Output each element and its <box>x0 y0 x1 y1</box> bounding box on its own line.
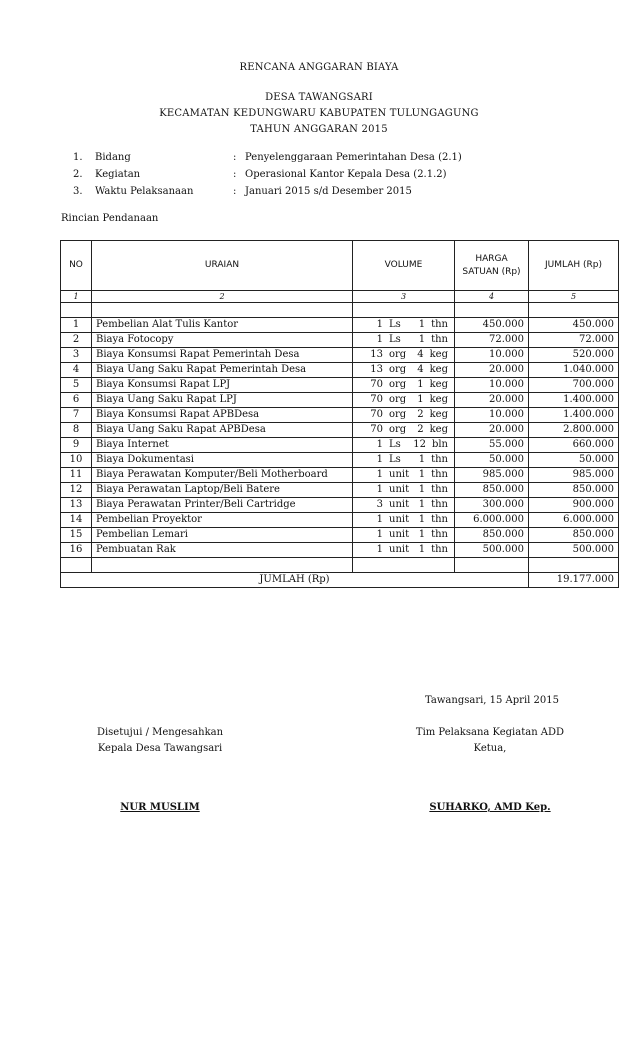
volume-duration: 1 <box>418 514 426 525</box>
volume-duration-unit: thn <box>431 319 448 330</box>
table-row <box>61 408 619 423</box>
info-value: Penyelenggaraan Pemerintahan Desa (2.1) <box>245 152 462 163</box>
volume-unit: unit <box>389 499 410 510</box>
header-no: NO <box>61 241 92 291</box>
row-volume <box>353 468 455 483</box>
table-row <box>61 528 619 543</box>
volume-unit: org <box>389 394 407 405</box>
volume-duration-unit: thn <box>431 544 448 555</box>
row-harga: 850.000 <box>455 528 529 543</box>
row-no: 2 <box>61 333 92 348</box>
volume-duration: 1 <box>417 394 424 405</box>
volume-duration-unit: thn <box>431 334 448 345</box>
row-no: 12 <box>61 483 92 498</box>
row-no: 16 <box>61 543 92 558</box>
volume-duration: 1 <box>418 334 426 345</box>
volume-qty: 1 <box>376 334 383 345</box>
row-jumlah: 900.000 <box>529 498 619 513</box>
row-uraian: Biaya Uang Saku Rapat Pemerintah Desa <box>92 363 353 378</box>
info-number: 3. <box>73 186 83 197</box>
row-jumlah: 72.000 <box>529 333 619 348</box>
blank-cell <box>61 558 92 573</box>
document-title: RENCANA ANGGARAN BIAYA <box>239 62 399 73</box>
column-index: 1 <box>61 291 92 303</box>
column-index: 5 <box>529 291 619 303</box>
row-jumlah: 500.000 <box>529 543 619 558</box>
header-volume: VOLUME <box>353 241 455 291</box>
info-separator: : <box>233 169 237 180</box>
row-volume <box>353 543 455 558</box>
row-jumlah: 1.400.000 <box>529 408 619 423</box>
row-harga: 20.000 <box>455 363 529 378</box>
row-no: 5 <box>61 378 92 393</box>
volume-qty: 1 <box>376 544 383 555</box>
chairman-name: SUHARKO, AMD Kep. <box>429 802 551 813</box>
row-no: 14 <box>61 513 92 528</box>
volume-qty: 13 <box>370 349 383 360</box>
volume-duration-unit: thn <box>431 499 448 510</box>
volume-unit: unit <box>389 544 410 555</box>
row-harga: 850.000 <box>455 483 529 498</box>
volume-qty: 1 <box>376 319 383 330</box>
column-index: 2 <box>92 291 353 303</box>
volume-duration: 4 <box>417 349 424 360</box>
row-jumlah: 1.400.000 <box>529 393 619 408</box>
volume-unit: org <box>389 379 407 390</box>
row-no: 9 <box>61 438 92 453</box>
row-no: 13 <box>61 498 92 513</box>
district-name: KECAMATAN KEDUNGWARU KABUPATEN TULUNGAGUNG <box>159 108 479 119</box>
column-index: 4 <box>455 291 529 303</box>
table-row <box>61 333 619 348</box>
volume-duration: 1 <box>418 499 426 510</box>
header-harga-line1: HARGA <box>475 253 508 264</box>
volume-unit: org <box>389 424 407 435</box>
row-uraian: Biaya Perawatan Printer/Beli Cartridge <box>92 498 353 513</box>
row-harga: 500.000 <box>455 543 529 558</box>
row-uraian: Pembelian Alat Tulis Kantor <box>92 318 353 333</box>
volume-qty: 70 <box>370 379 383 390</box>
volume-unit: unit <box>389 469 410 480</box>
table-row <box>61 393 619 408</box>
row-harga: 10.000 <box>455 408 529 423</box>
row-uraian: Biaya Internet <box>92 438 353 453</box>
volume-duration-unit: thn <box>431 529 448 540</box>
column-index: 3 <box>353 291 455 303</box>
row-harga: 450.000 <box>455 318 529 333</box>
row-uraian: Biaya Uang Saku Rapat APBDesa <box>92 423 353 438</box>
row-volume <box>353 393 455 408</box>
header-jumlah: JUMLAH (Rp) <box>529 241 619 291</box>
budget-year: TAHUN ANGGARAN 2015 <box>250 124 388 135</box>
volume-qty: 1 <box>376 454 383 465</box>
row-volume <box>353 423 455 438</box>
row-jumlah: 6.000.000 <box>529 513 619 528</box>
row-uraian: Biaya Perawatan Komputer/Beli Motherboard <box>92 468 353 483</box>
row-jumlah: 50.000 <box>529 453 619 468</box>
header-harga-line2: SATUAN (Rp) <box>462 266 521 277</box>
volume-qty: 13 <box>370 364 383 375</box>
volume-duration: 1 <box>418 529 426 540</box>
row-jumlah: 450.000 <box>529 318 619 333</box>
row-harga: 985.000 <box>455 468 529 483</box>
volume-duration: 2 <box>417 409 424 420</box>
table-row <box>61 348 619 363</box>
row-no: 6 <box>61 393 92 408</box>
row-no: 11 <box>61 468 92 483</box>
row-uraian: Biaya Perawatan Laptop/Beli Batere <box>92 483 353 498</box>
table-row <box>61 318 619 333</box>
row-harga: 10.000 <box>455 348 529 363</box>
blank-cell <box>92 303 353 318</box>
row-uraian: Biaya Fotocopy <box>92 333 353 348</box>
table-row <box>61 378 619 393</box>
chairman-title: Ketua, <box>473 743 507 754</box>
blank-cell <box>455 558 529 573</box>
volume-duration-unit: keg <box>429 379 448 390</box>
volume-duration-unit: keg <box>429 349 448 360</box>
volume-unit: unit <box>389 484 410 495</box>
row-no: 15 <box>61 528 92 543</box>
village-head-name: NUR MUSLIM <box>120 802 200 813</box>
table-row <box>61 483 619 498</box>
volume-duration-unit: keg <box>429 409 448 420</box>
volume-duration-unit: thn <box>431 454 448 465</box>
volume-duration: 1 <box>418 484 426 495</box>
table-row <box>61 543 619 558</box>
info-label: Waktu Pelaksanaan <box>95 186 194 197</box>
row-harga: 20.000 <box>455 423 529 438</box>
row-harga: 300.000 <box>455 498 529 513</box>
row-volume <box>353 483 455 498</box>
row-volume <box>353 363 455 378</box>
info-separator: : <box>233 186 237 197</box>
volume-duration: 1 <box>417 379 424 390</box>
blank-cell <box>61 303 92 318</box>
info-number: 2. <box>73 169 83 180</box>
row-uraian: Biaya Dokumentasi <box>92 453 353 468</box>
table-row <box>61 453 619 468</box>
blank-cell <box>353 303 455 318</box>
row-jumlah: 850.000 <box>529 483 619 498</box>
row-volume <box>353 333 455 348</box>
row-jumlah: 850.000 <box>529 528 619 543</box>
row-jumlah: 2.800.000 <box>529 423 619 438</box>
total-row <box>61 573 619 588</box>
row-uraian: Biaya Konsumsi Rapat LPJ <box>92 378 353 393</box>
volume-duration-unit: keg <box>429 394 448 405</box>
table-row <box>61 423 619 438</box>
info-label: Kegiatan <box>95 169 141 180</box>
row-harga: 20.000 <box>455 393 529 408</box>
volume-qty: 1 <box>376 529 383 540</box>
row-uraian: Biaya Konsumsi Rapat Pemerintah Desa <box>92 348 353 363</box>
row-harga: 55.000 <box>455 438 529 453</box>
row-volume <box>353 453 455 468</box>
volume-duration: 1 <box>418 454 426 465</box>
volume-duration: 12 <box>413 439 426 450</box>
volume-duration-unit: thn <box>431 484 448 495</box>
row-volume <box>353 513 455 528</box>
row-volume <box>353 348 455 363</box>
volume-qty: 1 <box>376 484 383 495</box>
team-label: Tim Pelaksana Kegiatan ADD <box>415 727 565 738</box>
row-uraian: Pembelian Lemari <box>92 528 353 543</box>
header-uraian: URAIAN <box>92 241 353 291</box>
row-volume <box>353 528 455 543</box>
volume-qty: 70 <box>370 409 383 420</box>
volume-duration: 2 <box>417 424 424 435</box>
row-jumlah: 700.000 <box>529 378 619 393</box>
info-value: Januari 2015 s/d Desember 2015 <box>245 186 412 197</box>
row-jumlah: 660.000 <box>529 438 619 453</box>
blank-row <box>61 558 619 573</box>
volume-unit: Ls <box>389 334 401 345</box>
blank-cell <box>529 303 619 318</box>
table-row <box>61 513 619 528</box>
volume-duration: 4 <box>417 364 424 375</box>
volume-duration-unit: bln <box>431 439 448 450</box>
row-uraian: Biaya Uang Saku Rapat LPJ <box>92 393 353 408</box>
volume-duration-unit: keg <box>429 364 448 375</box>
blank-cell <box>92 558 353 573</box>
budget-table <box>60 240 619 588</box>
row-jumlah: 520.000 <box>529 348 619 363</box>
volume-qty: 1 <box>376 514 383 525</box>
volume-unit: unit <box>389 529 410 540</box>
volume-qty: 70 <box>370 424 383 435</box>
village-head-title: Kepala Desa Tawangsari <box>97 743 223 754</box>
row-volume <box>353 498 455 513</box>
volume-unit: org <box>389 364 407 375</box>
blank-row <box>61 303 619 318</box>
row-volume <box>353 378 455 393</box>
info-value: Operasional Kantor Kepala Desa (2.1.2) <box>245 169 447 180</box>
volume-qty: 70 <box>370 394 383 405</box>
village-name: DESA TAWANGSARI <box>265 92 373 103</box>
volume-unit: org <box>389 409 407 420</box>
column-index-row <box>61 291 619 303</box>
blank-cell <box>455 303 529 318</box>
volume-unit: Ls <box>389 454 401 465</box>
row-harga: 50.000 <box>455 453 529 468</box>
volume-qty: 1 <box>376 469 383 480</box>
volume-unit: Ls <box>389 319 401 330</box>
volume-duration-unit: keg <box>429 424 448 435</box>
row-volume <box>353 408 455 423</box>
row-uraian: Pembelian Proyektor <box>92 513 353 528</box>
header-harga <box>455 241 529 291</box>
table-row <box>61 438 619 453</box>
place-date: Tawangsari, 15 April 2015 <box>425 695 559 706</box>
table-row <box>61 363 619 378</box>
volume-duration: 1 <box>418 319 426 330</box>
blank-cell <box>353 558 455 573</box>
table-row <box>61 468 619 483</box>
info-number: 1. <box>73 152 83 163</box>
row-harga: 72.000 <box>455 333 529 348</box>
volume-qty: 1 <box>376 439 383 450</box>
row-jumlah: 1.040.000 <box>529 363 619 378</box>
row-no: 7 <box>61 408 92 423</box>
info-label: Bidang <box>95 152 131 163</box>
row-volume <box>353 318 455 333</box>
total-label: JUMLAH (Rp) <box>61 573 529 588</box>
row-uraian: Biaya Konsumsi Rapat APBDesa <box>92 408 353 423</box>
budget-rows <box>61 318 619 558</box>
row-harga: 10.000 <box>455 378 529 393</box>
row-jumlah: 985.000 <box>529 468 619 483</box>
info-separator: : <box>233 152 237 163</box>
blank-cell <box>529 558 619 573</box>
row-no: 1 <box>61 318 92 333</box>
volume-unit: org <box>389 349 407 360</box>
volume-unit: Ls <box>389 439 401 450</box>
approval-label: Disetujui / Mengesahkan <box>96 727 224 738</box>
volume-duration: 1 <box>418 544 426 555</box>
row-no: 4 <box>61 363 92 378</box>
row-no: 3 <box>61 348 92 363</box>
volume-duration-unit: thn <box>431 469 448 480</box>
row-uraian: Pembuatan Rak <box>92 543 353 558</box>
volume-qty: 3 <box>376 499 383 510</box>
row-no: 8 <box>61 423 92 438</box>
volume-unit: unit <box>389 514 410 525</box>
table-row <box>61 498 619 513</box>
section-title: Rincian Pendanaan <box>61 213 159 224</box>
total-value: 19.177.000 <box>529 573 619 588</box>
volume-duration-unit: thn <box>431 514 448 525</box>
row-harga: 6.000.000 <box>455 513 529 528</box>
volume-duration: 1 <box>418 469 426 480</box>
row-no: 10 <box>61 453 92 468</box>
row-volume <box>353 438 455 453</box>
